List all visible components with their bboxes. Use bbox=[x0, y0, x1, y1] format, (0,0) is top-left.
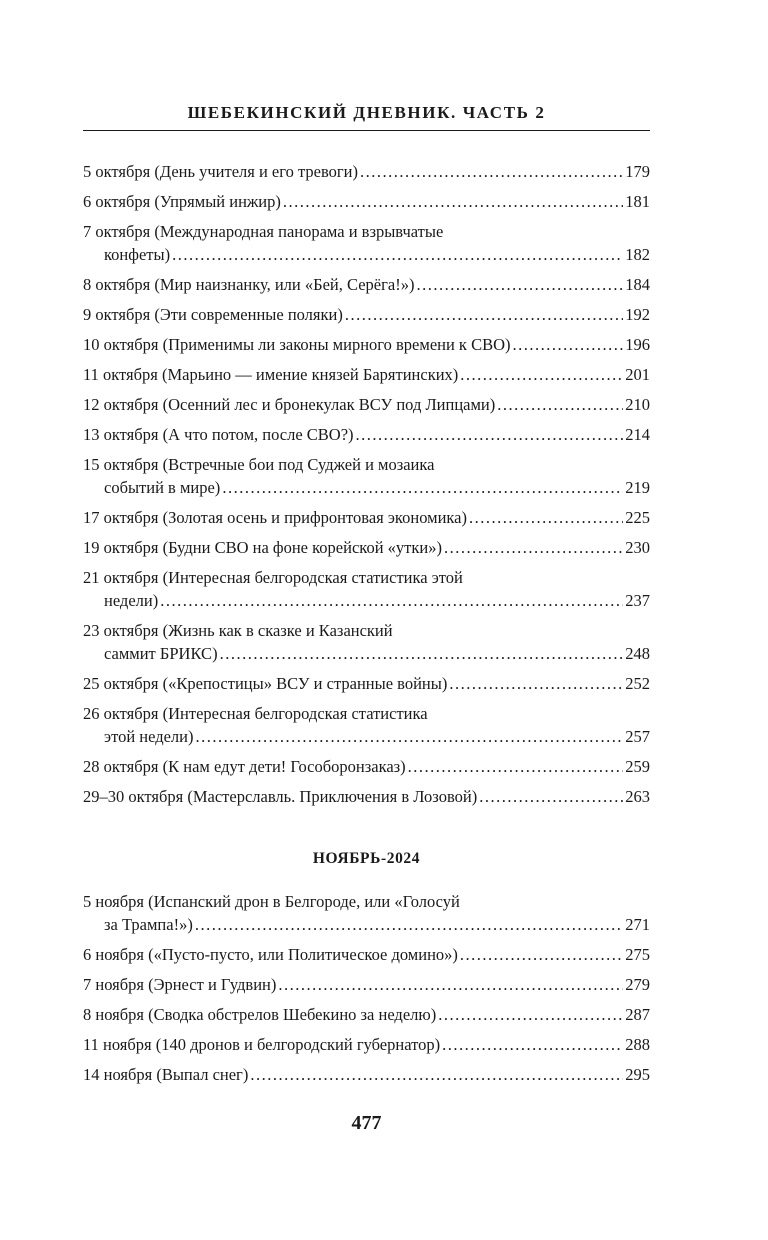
dot-leader bbox=[222, 476, 623, 499]
dot-leader bbox=[360, 160, 623, 183]
dot-leader bbox=[195, 913, 623, 936]
dot-leader bbox=[408, 755, 624, 778]
toc-entry-page-number: 295 bbox=[625, 1065, 650, 1084]
dot-leader bbox=[444, 536, 623, 559]
toc-entry-page-number: 252 bbox=[625, 674, 650, 693]
toc-entry-title-line: 9 октября (Эти современные поляки) bbox=[83, 305, 343, 324]
toc-entry-title-line: 6 ноября («Пусто-пусто, или Политическое домино») bbox=[83, 945, 458, 964]
section-heading-november: НОЯБРЬ-2024 bbox=[312, 850, 421, 867]
dot-leader bbox=[438, 1003, 623, 1026]
toc-entry-title-line: за Трампа!») bbox=[104, 915, 193, 934]
toc-entry-title-line: 7 ноября (Эрнест и Гудвин) bbox=[83, 975, 277, 994]
toc-entry-title-line: 14 ноября (Выпал снег) bbox=[83, 1065, 249, 1084]
toc-entry bbox=[83, 160, 650, 183]
toc-entry bbox=[83, 702, 650, 748]
toc-entry-page-number: 184 bbox=[625, 275, 650, 294]
toc-entry bbox=[83, 785, 650, 808]
dot-leader bbox=[345, 303, 623, 326]
toc-entry-page-number: 219 bbox=[625, 478, 650, 497]
toc-entry bbox=[83, 536, 650, 559]
toc-entry bbox=[83, 943, 650, 966]
toc-entry-title-line: 25 октября («Крепостицы» ВСУ и странные войны) bbox=[83, 674, 448, 693]
toc-entry-title-line: 12 октября (Осенний лес и бронекулак ВСУ под Липцами) bbox=[83, 395, 496, 414]
dot-leader bbox=[196, 725, 624, 748]
toc-entry bbox=[83, 1033, 650, 1056]
running-head: ШЕБЕКИНСКИЙ ДНЕВНИК. ЧАСТЬ 2 bbox=[187, 103, 546, 122]
toc-entry-page-number: 257 bbox=[625, 727, 650, 746]
toc-entry bbox=[83, 506, 650, 529]
toc-entry-title-line: 29–30 октября (Мастерславль. Приключения в Лозовой) bbox=[83, 787, 478, 806]
toc-entry-page-number: 181 bbox=[625, 192, 650, 211]
header-rule bbox=[83, 130, 650, 131]
toc-entry-title-line: 26 октября (Интересная белгородская статистика bbox=[83, 704, 428, 723]
toc-entry-title-line: 5 ноября (Испанский дрон в Белгороде, или «Голосуй bbox=[83, 892, 460, 911]
toc-entry-title-line: этой недели) bbox=[104, 727, 194, 746]
dot-leader bbox=[469, 506, 623, 529]
toc-entry bbox=[83, 1003, 650, 1026]
dot-leader bbox=[160, 589, 623, 612]
dot-leader bbox=[416, 273, 623, 296]
toc-entry-page-number: 288 bbox=[625, 1035, 650, 1054]
dot-leader bbox=[356, 423, 624, 446]
toc-entry bbox=[83, 333, 650, 356]
toc-entry-title-line: событий в мире) bbox=[104, 478, 221, 497]
toc-entry-title-line: 8 ноября (Сводка обстрелов Шебекино за неделю) bbox=[83, 1005, 437, 1024]
dot-leader bbox=[513, 333, 624, 356]
toc-entry-title-line: 21 октября (Интересная белгородская статистика этой bbox=[83, 568, 463, 587]
dot-leader bbox=[172, 243, 623, 266]
toc-entry-title-line: 10 октября (Применимы ли законы мирного времени к СВО) bbox=[83, 335, 511, 354]
toc-entry-title-line: 28 октября (К нам едут дети! Гособоронзаказ) bbox=[83, 757, 406, 776]
toc-entry-page-number: 182 bbox=[625, 245, 650, 264]
dot-leader bbox=[220, 642, 624, 665]
toc-entry-title-line: 11 ноября (140 дронов и белгородский губернатор) bbox=[83, 1035, 441, 1054]
toc-entry bbox=[83, 190, 650, 213]
toc-entry bbox=[83, 453, 650, 499]
toc-entry-title-line: 13 октября (А что потом, после СВО?) bbox=[83, 425, 354, 444]
toc-entry-page-number: 225 bbox=[625, 508, 650, 527]
dot-leader bbox=[460, 943, 623, 966]
page-number: 477 bbox=[351, 1112, 382, 1134]
toc-entry bbox=[83, 303, 650, 326]
toc-entry-title-line: саммит БРИКС) bbox=[104, 644, 218, 663]
toc-entry bbox=[83, 1063, 650, 1086]
toc-entry bbox=[83, 672, 650, 695]
toc-entry bbox=[83, 973, 650, 996]
dot-leader bbox=[250, 1063, 623, 1086]
dot-leader bbox=[278, 973, 623, 996]
toc-entry-title-line: недели) bbox=[104, 591, 159, 610]
toc-entry bbox=[83, 566, 650, 612]
toc-entry bbox=[83, 393, 650, 416]
toc-entry-title-line: конфеты) bbox=[104, 245, 171, 264]
toc-entry-page-number: 237 bbox=[625, 591, 650, 610]
toc-entry bbox=[83, 755, 650, 778]
toc-entry bbox=[83, 890, 650, 936]
toc-entry bbox=[83, 363, 650, 386]
toc-entry-page-number: 192 bbox=[625, 305, 650, 324]
toc-entry-title-line: 5 октября (День учителя и его тревоги) bbox=[83, 162, 358, 181]
dot-leader bbox=[460, 363, 623, 386]
toc-entry-page-number: 263 bbox=[625, 787, 650, 806]
toc-entry-title-line: 6 октября (Упрямый инжир) bbox=[83, 192, 281, 211]
book-page bbox=[83, 0, 650, 1240]
toc-entry-page-number: 214 bbox=[625, 425, 650, 444]
toc-entry-title-line: 7 октября (Международная панорама и взрывчатые bbox=[83, 222, 444, 241]
toc-entry-page-number: 201 bbox=[625, 365, 650, 384]
toc-entry-page-number: 179 bbox=[625, 162, 650, 181]
toc-entry-page-number: 259 bbox=[625, 757, 650, 776]
toc-entry-title-line: 17 октября (Золотая осень и прифронтовая экономика) bbox=[83, 508, 467, 527]
toc-entry-page-number: 275 bbox=[625, 945, 650, 964]
toc-entry bbox=[83, 220, 650, 266]
toc-entry bbox=[83, 619, 650, 665]
dot-leader bbox=[449, 672, 623, 695]
toc-entry-page-number: 230 bbox=[625, 538, 650, 557]
toc-october-list bbox=[83, 160, 650, 808]
dot-leader bbox=[479, 785, 623, 808]
toc-entry-title-line: 8 октября (Мир наизнанку, или «Бей, Серёга!») bbox=[83, 275, 415, 294]
toc-entry-page-number: 196 bbox=[625, 335, 650, 354]
toc-entry-title-line: 15 октября (Встречные бои под Суджей и мозаика bbox=[83, 455, 435, 474]
toc-november-list bbox=[83, 890, 650, 1086]
toc-entry bbox=[83, 423, 650, 446]
toc-entry-title-line: 23 октября (Жизнь как в сказке и Казанский bbox=[83, 621, 393, 640]
toc-entry-page-number: 287 bbox=[625, 1005, 650, 1024]
toc-entry-page-number: 248 bbox=[625, 644, 650, 663]
dot-leader bbox=[283, 190, 623, 213]
dot-leader bbox=[442, 1033, 623, 1056]
toc-entry-page-number: 271 bbox=[625, 915, 650, 934]
dot-leader bbox=[497, 393, 623, 416]
toc-entry-page-number: 210 bbox=[625, 395, 650, 414]
toc-entry-title-line: 19 октября (Будни СВО на фоне корейской «утки») bbox=[83, 538, 442, 557]
toc-entry bbox=[83, 273, 650, 296]
toc-entry-page-number: 279 bbox=[625, 975, 650, 994]
toc-entry-title-line: 11 октября (Марьино — имение князей Барятинских) bbox=[83, 365, 459, 384]
